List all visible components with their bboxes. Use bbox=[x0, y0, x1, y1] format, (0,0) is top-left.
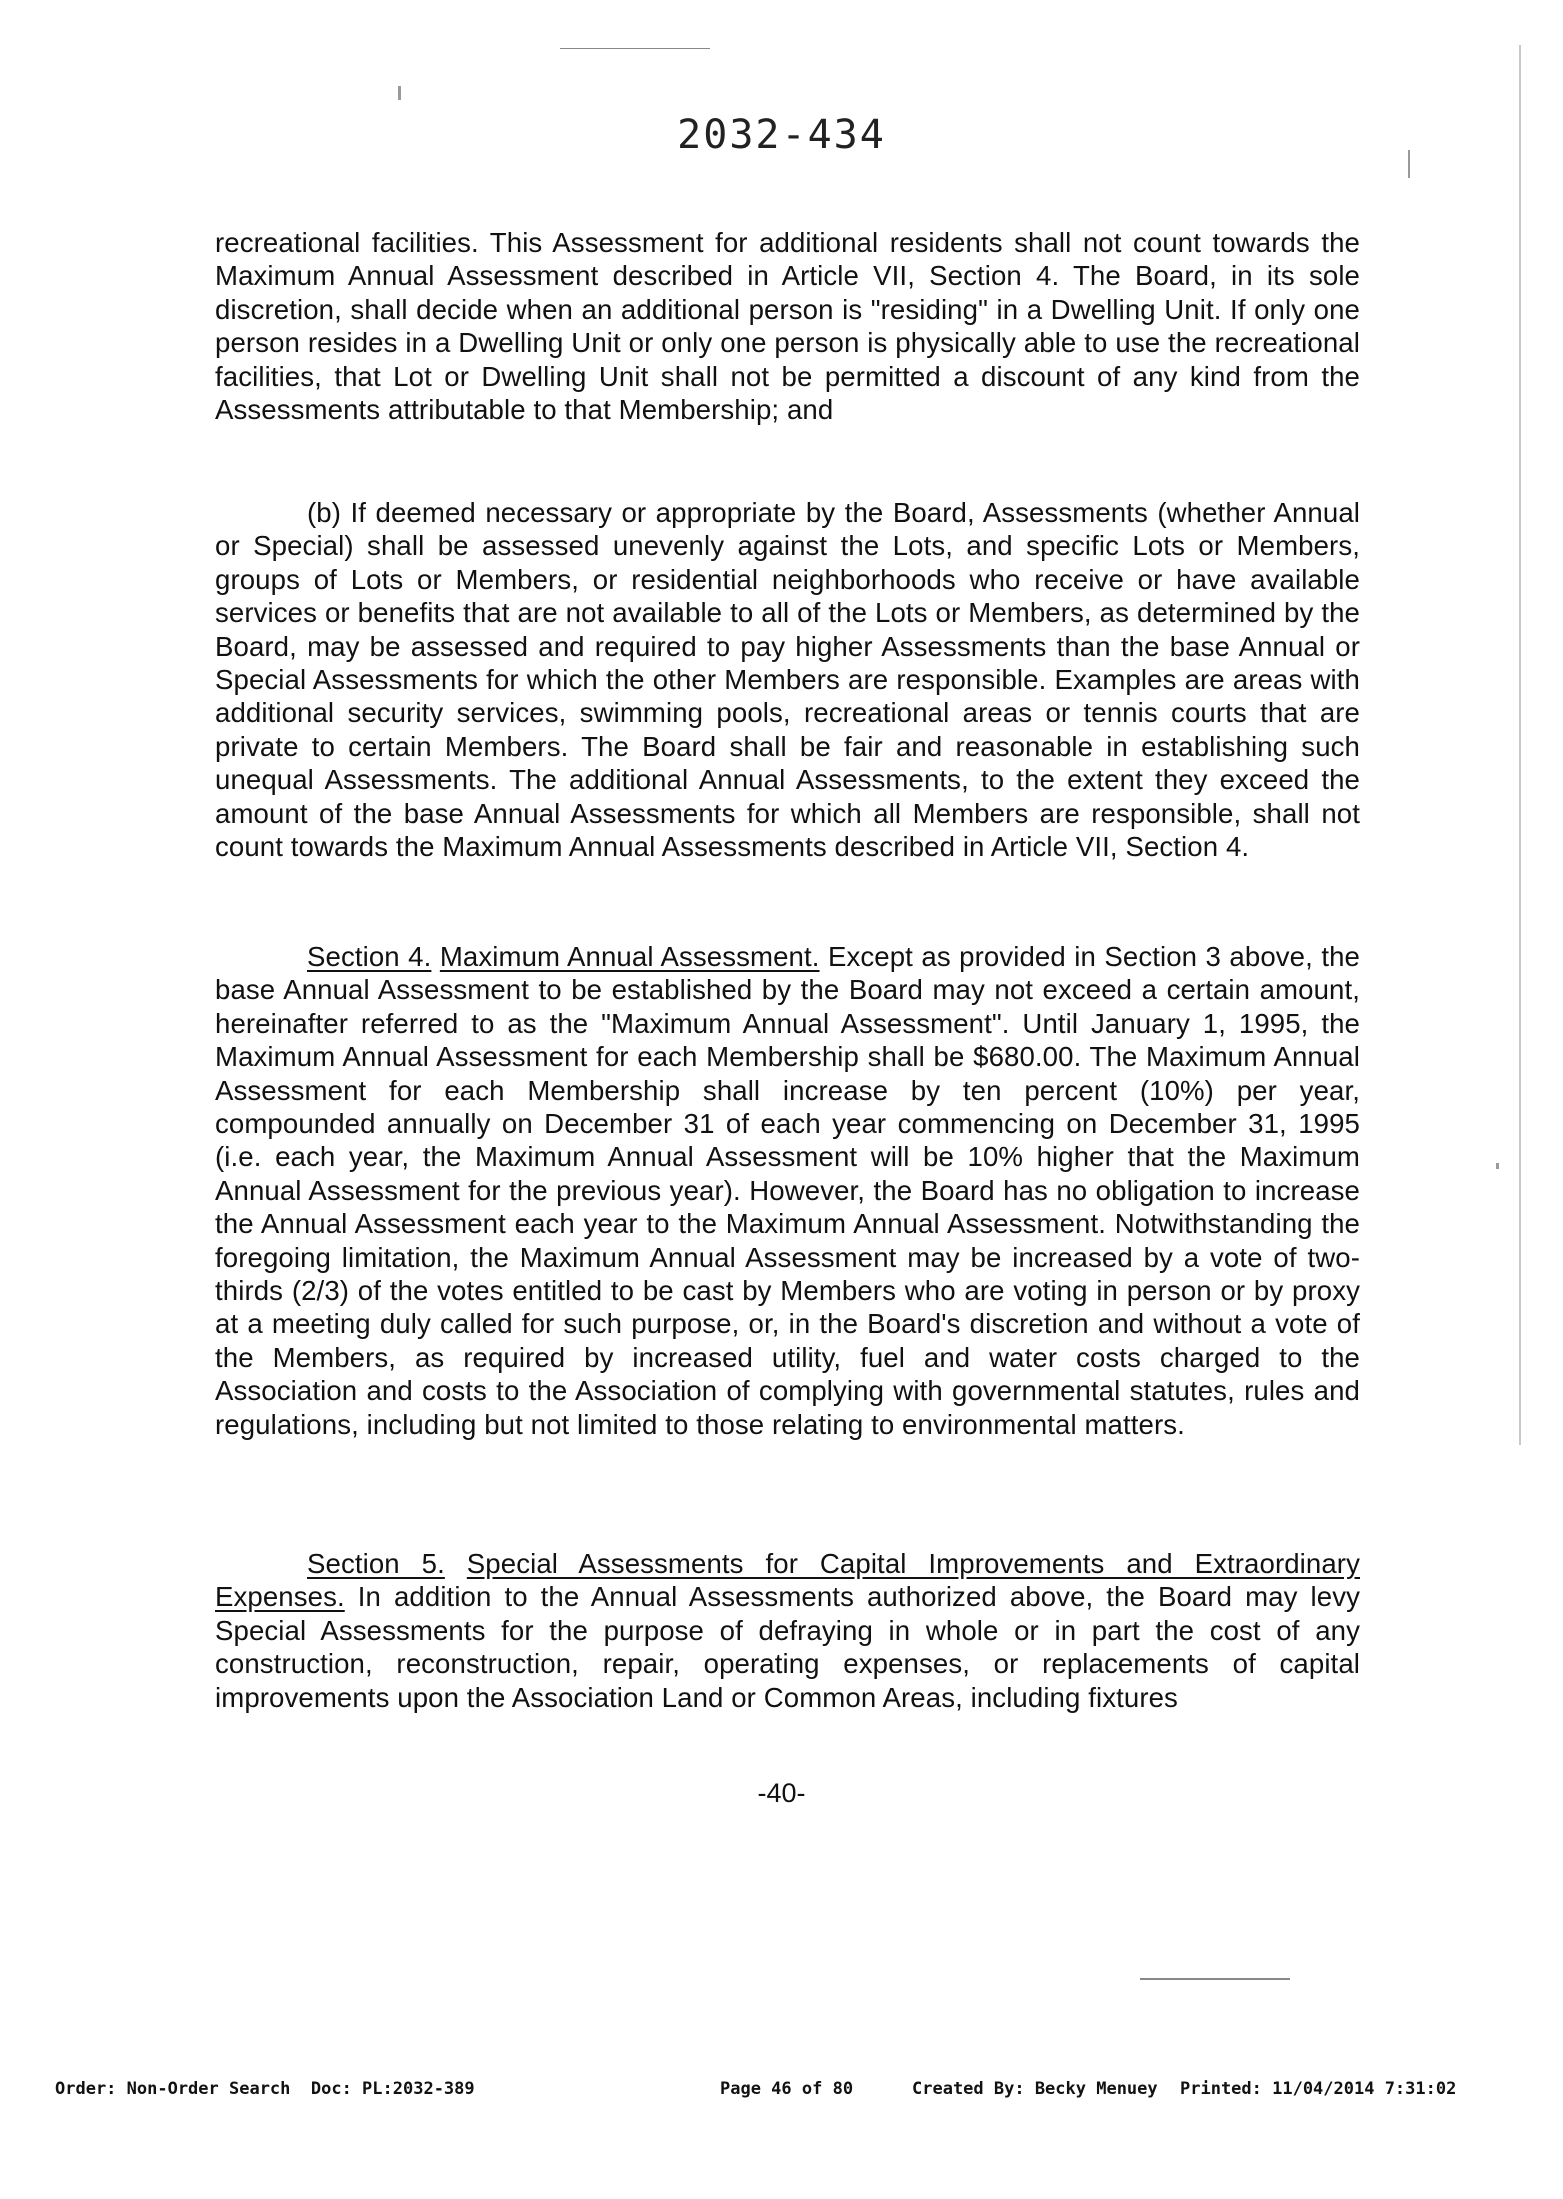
scan-speck bbox=[398, 86, 401, 100]
paragraph-2-text: (b) If deemed necessary or appropriate by the Board, Assessments (whether Annual or Special) shall be assessed unevenly against the Lots, and specific Lots or Members, groups of Lots or Members, or residential neighborhoods who receive or have available services or benefits that are not available to all of the Lots or Members, as determined by the Board, may be assessed and required to pay higher Assessments than the base Annual or Special Assessments for which the other Members are responsible. Examples are areas with additional security services, swimming pools, recreational areas or tennis courts that are private to certain Members. The Board shall be fair and reasonable in establishing such unequal Assessments. The additional Annual Assessments, to the extent they exceed the amount of the base Annual Assessments for which all Members are responsible, shall not count towards the Maximum Annual Assessments described in Article VII, Section 4. bbox=[215, 497, 1360, 863]
section-4-body: Except as provided in Section 3 above, the base Annual Assessment to be established by the Board may not exceed a certain amount, hereinafter referred to as the "Maximum Annual Assessment". Until January 1, 1995, the Maximum Annual Assessment for each Membership shall be $680.00. The Maximum Annual Assessment for each Membership shall increase by ten percent (10%) per year, compounded annually on December 31 of each year commencing on December 31, 1995 (i.e. each year, the Maximum Annual Assessment will be 10% higher that the Maximum Annual Assessment for the previous year). However, the Board has no obligation to increase the Annual Assessment each year to the Maximum Annual Assessment. Notwithstanding the foregoing limitation, the Maximum Annual Assessment may be increased by a vote of two-thirds (2/3) of the votes entitled to be cast by Members who are voting in person or by proxy at a meeting duly called for such purpose, or, in the Board's discretion and without a vote of the Members, as required by increased utility, fuel and water costs charged to the Association and costs to the Association of complying with governmental statutes, rules and regulations, including but not limited to those relating to environmental matters. bbox=[215, 941, 1360, 1440]
print-footer bbox=[55, 2079, 1555, 2199]
section-5-title: Special Assessments for Capital Improvements and Extraordinary Expenses. bbox=[215, 1548, 1360, 1613]
footer-printed: Printed: 11/04/2014 7:31:02 bbox=[1180, 2079, 1457, 2099]
scan-rule bbox=[1140, 1978, 1290, 1980]
footer-created-by: Created By: Becky Menuey bbox=[912, 2079, 1158, 2099]
section-5-body: In addition to the Annual Assessments authorized above, the Board may levy Special Assessments for the purpose of defraying in whole or in part the cost of any construction, reconstruction, repair, operating expenses, or replacements of capital improvements upon the Association Land or Common Areas, including fixtures bbox=[215, 1581, 1360, 1713]
section-5 bbox=[215, 1547, 1360, 1714]
paragraph-2 bbox=[215, 496, 1360, 863]
paragraph-1 bbox=[215, 226, 1360, 426]
page-number: -40- bbox=[757, 1778, 806, 1808]
section-5-label: Section 5. bbox=[307, 1548, 445, 1579]
scan-edge-line bbox=[1519, 45, 1521, 1445]
paragraph-1-text: recreational facilities. This Assessment for additional residents shall not count towards the Maximum Annual Assessment described in Article VII, Section 4. The Board, in its sole discretion, shall decide when an additional person is "residing" in a Dwelling Unit. If only one person resides in a Dwelling Unit or only one person is physically able to use the recreational facilities, that Lot or Dwelling Unit shall not be permitted a discount of any kind from the Assessments attributable to that Membership; and bbox=[215, 227, 1360, 426]
footer-order: Order: Non-Order Search Doc: PL:2032-389 bbox=[55, 2079, 475, 2099]
scan-rule bbox=[560, 48, 710, 49]
scan-speck bbox=[1496, 1163, 1499, 1169]
footer-page-count: Page 46 of 80 bbox=[720, 2079, 854, 2099]
document-number: 2032-434 bbox=[677, 112, 886, 158]
section-4-title: Maximum Annual Assessment. bbox=[439, 941, 820, 972]
section-4-label: Section 4. bbox=[307, 941, 432, 972]
section-4 bbox=[215, 940, 1360, 1441]
